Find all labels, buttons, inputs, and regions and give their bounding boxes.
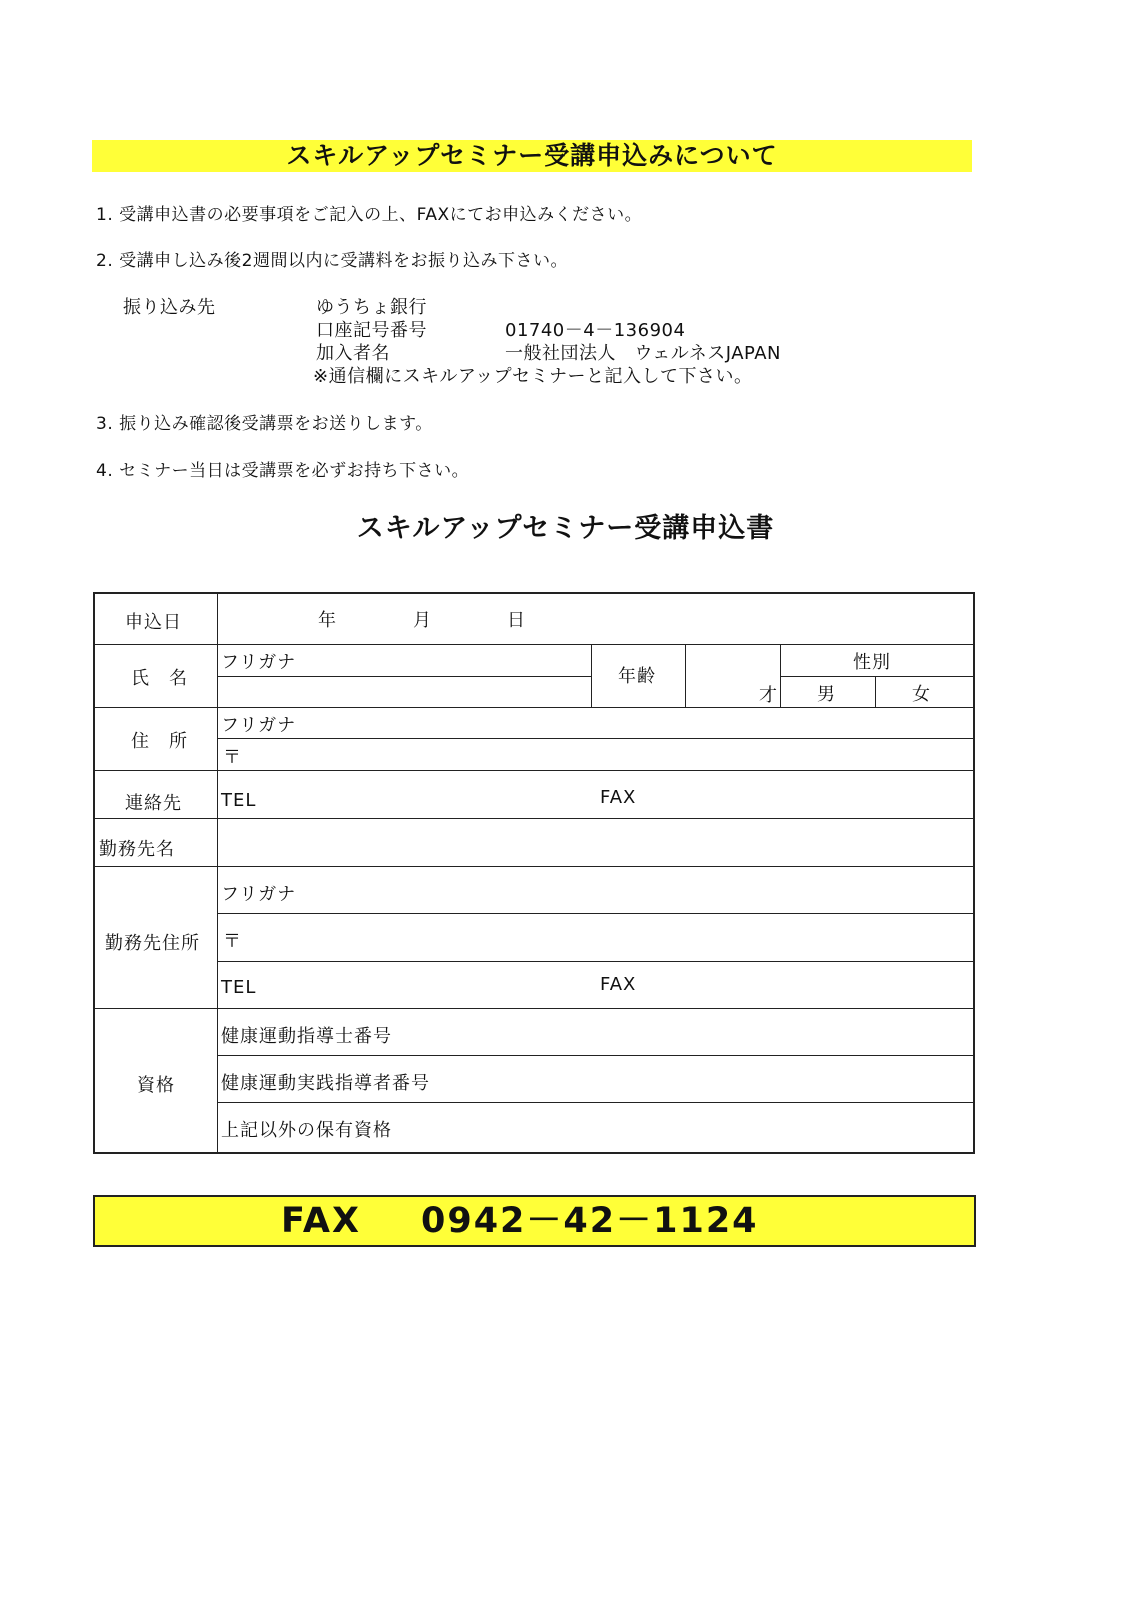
cell-divider <box>591 644 592 707</box>
gender-female: 女 <box>912 684 931 705</box>
row-divider <box>95 866 973 867</box>
holder-label: 加入者名 <box>316 343 390 364</box>
instruction-1: 1. 受講申込書の必要事項をご記入の上、FAXにてお申込みください。 <box>96 205 643 225</box>
instruction-4: 4. セミナー当日は受講票を必ずお持ち下さい。 <box>96 461 470 481</box>
cell-divider <box>217 1055 973 1056</box>
fax-banner-label: FAX <box>281 1201 361 1241</box>
work-address-label: 勤務先住所 <box>105 933 200 954</box>
row-divider <box>95 707 973 708</box>
age-unit: 才 <box>759 685 778 706</box>
work-address-furigana: フリガナ <box>221 884 297 905</box>
cell-divider <box>217 676 591 677</box>
cell-divider <box>217 738 973 739</box>
cell-divider <box>217 913 973 914</box>
gender-male: 男 <box>817 684 836 705</box>
qualification-label: 資格 <box>137 1075 175 1096</box>
cell-divider <box>875 676 876 707</box>
account-number: 01740－4－136904 <box>505 320 686 341</box>
instruction-3: 3. 振り込み確認後受講票をお送りします。 <box>96 414 433 434</box>
qualification-1: 健康運動指導士番号 <box>221 1026 392 1047</box>
name-furigana: フリガナ <box>221 652 297 673</box>
contact-fax: FAX <box>600 787 637 808</box>
cell-divider <box>217 961 973 962</box>
account-label: 口座記号番号 <box>316 320 427 341</box>
name-label: 氏 名 <box>131 668 188 689</box>
row-divider <box>95 770 973 771</box>
date-year: 年 <box>318 610 337 631</box>
address-furigana: フリガナ <box>221 715 297 736</box>
row-divider <box>95 1008 973 1009</box>
fax-banner-number: 0942－42－1124 <box>421 1201 759 1241</box>
payment-label: 振り込み先 <box>123 297 216 318</box>
address-label: 住 所 <box>131 731 188 752</box>
date-day: 日 <box>507 610 526 631</box>
cell-divider <box>780 676 973 677</box>
cell-divider <box>217 1102 973 1103</box>
address-postal: 〒 <box>223 747 242 768</box>
instruction-2: 2. 受講申し込み後2週間以内に受講料をお振り込み下さい。 <box>96 251 568 271</box>
row-divider <box>95 818 973 819</box>
work-fax: FAX <box>600 974 637 995</box>
label-column-divider <box>217 594 218 1152</box>
qualification-2: 健康運動実践指導者番号 <box>221 1073 430 1094</box>
work-address-postal: 〒 <box>223 931 242 952</box>
cell-divider <box>685 644 686 707</box>
header-banner: スキルアップセミナー受講申込みについて <box>92 140 972 172</box>
form-title: スキルアップセミナー受講申込書 <box>356 513 775 544</box>
contact-label: 連絡先 <box>125 793 182 814</box>
fax-banner <box>93 1195 976 1247</box>
contact-tel: TEL <box>221 790 257 811</box>
age-label: 年齢 <box>618 666 656 687</box>
work-name-label: 勤務先名 <box>99 839 175 860</box>
qualification-3: 上記以外の保有資格 <box>221 1120 392 1141</box>
gender-label: 性別 <box>853 652 891 673</box>
payment-bank: ゆうちょ銀行 <box>316 297 427 318</box>
holder-name: 一般社団法人 ウェルネスJAPAN <box>505 343 782 364</box>
date-label: 申込日 <box>125 612 182 633</box>
work-tel: TEL <box>221 977 257 998</box>
cell-divider <box>780 644 781 707</box>
date-month: 月 <box>413 610 432 631</box>
row-divider <box>95 644 973 645</box>
payment-note: ※通信欄にスキルアップセミナーと記入して下さい。 <box>313 366 753 387</box>
application-form <box>93 592 975 1154</box>
